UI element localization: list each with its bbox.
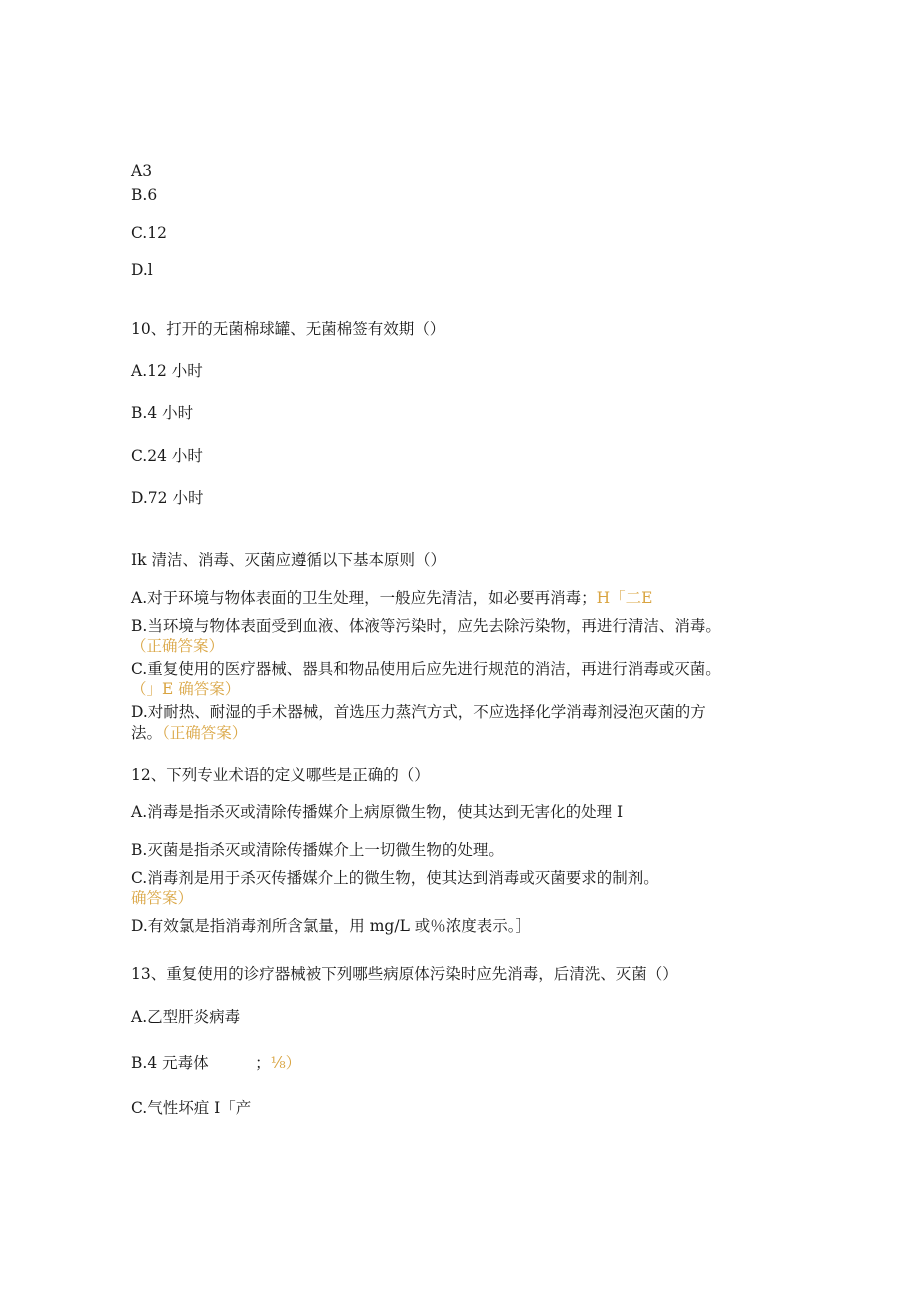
option: D.对耐热、耐湿的手术器械，首选压力蒸汽方式，不应选择化学消毒剂浸泡灭菌的方 [131,703,706,721]
option: B.4 小时 [131,404,194,422]
answer-mark: （」E 确答案） [131,680,241,698]
option: C.重复使用的医疗器械、器具和物品使用后应先进行规范的消洁，再进行消毒或灭菌。 [131,660,721,678]
option-continued: 法。（正确答案） [131,724,248,742]
answer-mark: （正确答案） [131,637,225,655]
option: A.12 小时 [131,362,203,380]
line: B.6 [131,186,158,204]
option: B.当环境与物体表面受到血液、体液等污染时，应先去除污染物，再进行清洁、消毒。 [131,617,721,635]
question-title: 12、下列专业术语的定义哪些是正确的（） [131,766,430,784]
option: A.乙型肝炎病毒 [131,1008,241,1026]
question-title: Ik 清洁、消毒、灭菌应遵循以下基本原则（） [131,551,446,569]
line: D.l [131,261,153,279]
option: B.4 元毒体 ；⅛） [131,1054,302,1072]
option: A.消毒是指杀灭或清除传播媒介上病原微生物，使其达到无害化的处理 I [131,803,624,821]
question-title: 13、重复使用的诊疗器械被下列哪些病原体污染时应先消毒，后清洗、灭菌（） [131,965,678,983]
line: A3 [131,162,153,180]
option: A.对于环境与物体表面的卫生处理，一般应先清洁，如必要再消毒；H「二E [131,589,653,607]
option: C.消毒剂是用于杀灭传播媒介上的微生物，使其达到消毒或灭菌要求的制剂。 [131,869,659,887]
option: C.24 小时 [131,447,203,465]
option: D.有效氯是指消毒剂所含氯量，用 mg/L 或％浓度表示。］ [131,917,532,935]
question-title: 10、打开的无菌棉球罐、无菌棉签有效期（） [131,320,446,338]
answer-mark: 确答案） [131,889,194,907]
line: C.12 [131,224,167,242]
option: D.72 小时 [131,489,204,507]
option: C.气性坏疽 I「产 [131,1099,252,1117]
option: B.灭菌是指杀灭或清除传播媒介上一切微生物的处理。 [131,841,504,859]
